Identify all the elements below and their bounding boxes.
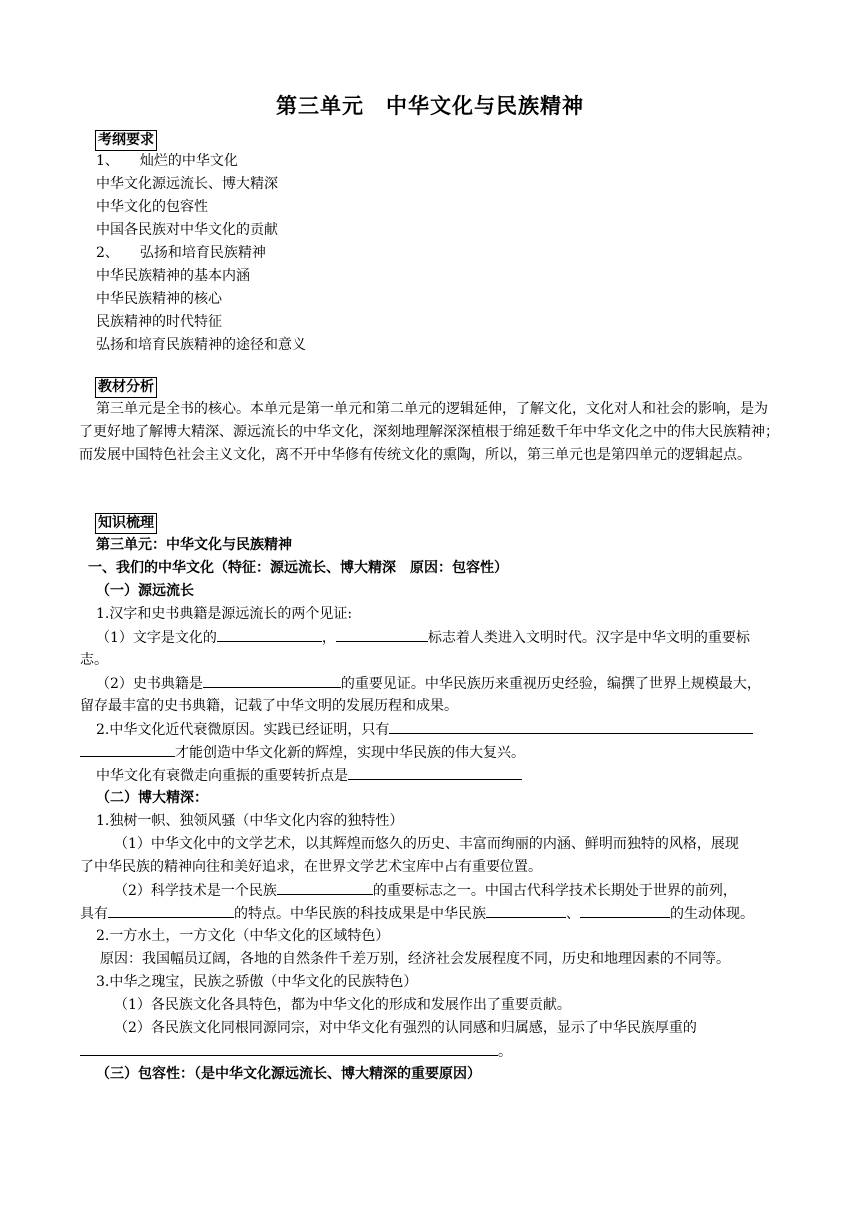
text-line: 3.中华之瑰宝，民族之骄傲（中华文化的民族特色） [96,974,418,990]
syllabus-heading: 考纲要求 [95,130,157,151]
fill-line [96,673,761,694]
text-line: 1.独树一帜、独领风骚（中华文化内容的独特性） [96,813,404,829]
knowledge-heading: 知识梳理 [95,513,157,534]
text-span: （2）科学技术是一个民族 [114,883,277,899]
analysis-paragraph: 第三单元是全书的核心。本单元是第一单元和第二单元的逻辑延伸，了解文化，文化对人和社会的影响，是为了更好地了解博大精深、源远流长的中华文化，深刻地理解深深植根于绵延数千年中华文化之中的伟大民族精神；而发展中国特色社会主义文化，离不开中华修有传统文化的熏陶，所以，第三单元也是第四单元的逻辑起点。 [79,401,779,463]
section-heading: 一、我们的中华文化（特征：源远流长、博大精深 原因：包容性） [88,560,508,576]
text-span: 的特点。中华民族的科技成果是中华民族 [234,906,486,922]
fill-line [96,719,753,740]
text-span: 的生动体现。 [670,906,754,922]
text-span: 的重要标志之一。中国古代科学技术长期处于世界的前列， [372,883,737,899]
text-span: 的重要见证。中华民族历来重视历史经验，编撰了世界上规模最大， [340,676,761,692]
answer-blank[interactable] [580,903,670,918]
syllabus-item: 中华民族精神的核心 [96,291,222,307]
syllabus-item: 1、 灿烂的中华文化 [96,153,238,169]
syllabus-item: 中国各民族对中华文化的贡献 [96,222,278,238]
fill-line [80,742,525,763]
text-line: （1）中华文化中的文学艺术，以其辉煌而悠久的历史、丰富而绚丽的内涵、鲜明而独特的风格，展现 [114,836,739,852]
answer-blank[interactable] [217,627,322,642]
text-span: 具有 [80,906,108,922]
text-line: （1）各民族文化各具特色，都为中华文化的形成和发展作出了重要贡献。 [114,997,571,1013]
fill-line [80,903,754,924]
text-line: （2）各民族文化同根同源同宗，对中华文化有强烈的认同感和归属感，显示了中华民族厚重的 [114,1020,697,1036]
syllabus-item: 民族精神的时代特征 [96,314,222,330]
answer-blank[interactable] [108,903,234,918]
fill-line [96,627,750,648]
text-span: ， [321,630,336,646]
syllabus-item: 中华文化的包容性 [96,199,208,215]
syllabus-item: 中华文化源远流长、博大精深 [96,176,278,192]
analysis-heading: 教材分析 [95,377,157,398]
syllabus-item: 弘扬和培育民族精神的途径和意义 [96,337,306,353]
text-span: 、 [566,906,580,922]
text-span: 标志着人类进入文明时代。汉字是中华文明的重要标 [427,630,750,646]
subsection-heading: （一）源远流长 [96,583,194,599]
fill-line [96,765,522,786]
fill-line [80,1041,512,1062]
syllabus-item: 2、 弘扬和培育民族精神 [96,245,266,261]
text-line: 志。 [80,652,108,668]
text-line: 1.汉字和史书典籍是源远流长的两个见证: [96,606,353,622]
answer-blank[interactable] [348,765,522,780]
text-line: 原因：我国幅员辽阔，各地的自然条件千差万别，经济社会发展程度不同，历史和地理因素的不同等。 [100,951,730,967]
subsection-heading: （二）博大精深： [96,790,208,806]
text-line: 2.一方水土，一方文化（中华文化的区域特色） [96,928,390,944]
text-line: 留存最丰富的史书典籍，记载了中华文明的发展历程和成果。 [80,698,458,714]
answer-blank[interactable] [336,627,428,642]
unit-heading: 第三单元：中华文化与民族精神 [96,537,292,553]
text-span: 2.中华文化近代衰微原因。实践已经证明，只有 [96,722,390,738]
text-span: 。 [498,1044,512,1060]
answer-blank[interactable] [80,1041,498,1056]
subsection-heading: （三）包容性：（是中华文化源远流长、博大精深的重要原因） [96,1066,481,1082]
answer-blank[interactable] [389,719,753,734]
syllabus-item: 中华民族精神的基本内涵 [96,268,250,284]
text-span: 中华文化有衰微走向重振的重要转折点是 [96,768,348,784]
fill-line [114,880,737,901]
text-span: （1）文字是文化的 [96,630,217,646]
page-title: 第三单元 中华文化与民族精神 [276,94,584,118]
answer-blank[interactable] [277,880,373,895]
text-span: （2）史书典籍是 [96,676,203,692]
text-span: 才能创造中华文化新的辉煌，实现中华民族的伟大复兴。 [175,745,525,761]
answer-blank[interactable] [203,673,341,688]
answer-blank[interactable] [80,742,175,757]
text-line: 了中华民族的精神向往和美好追求，在世界文学艺术宝库中占有重要位置。 [80,859,542,875]
answer-blank[interactable] [486,903,566,918]
